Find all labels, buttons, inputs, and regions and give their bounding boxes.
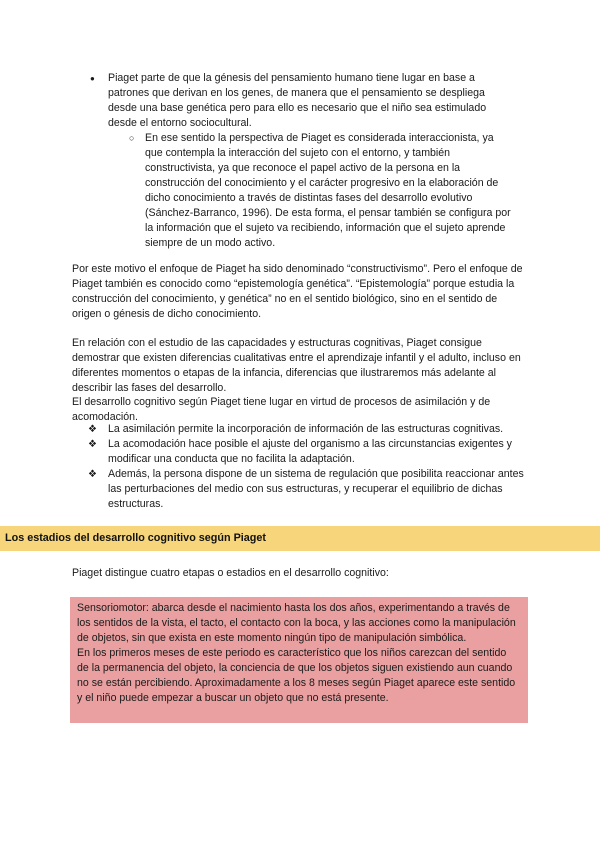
callout-paragraph-permanencia: En los primeros meses de este periodo es característico que los niños carezcan del sentido de la permanencia del objeto, la conciencia de que los objetos siguen existiendo aun cuando no se están percibiendo. Aproximadamente a los 8 meses según Piaget aparece este sentido y el niño puede empezar a buscar un objeto que no está presente.	[77, 647, 516, 704]
diamond-item-regulacion: ❖ Además, la persona dispone de un sistema de regulación que posibilita reaccionar antes las perturbaciones del medio con sus estructuras, y recuperar el equilibrio de dichas estructuras.	[88, 467, 528, 512]
stage-callout-box	[70, 597, 528, 723]
bullet-list	[90, 71, 510, 131]
callout-paragraph-sensoriomotor: Sensoriomotor: abarca desde el nacimiento hasta los dos años, experimentando a través de los sentidos de la vista, el tacto, el contacto con la boca, y las acciones como la manipulación de objetos, sin que exista en este momento ningún tipo de manipulación simbólica.	[77, 602, 516, 644]
section-header	[0, 526, 600, 551]
diamond-item-asimilacion: ❖ La asimilación permite la incorporación de información de las estructuras cognitivas.	[88, 422, 528, 437]
bullet-item: ● Piaget parte de que la génesis del pensamiento humano tiene lugar en base a patrones que derivan en los genes, de manera que el pensamiento se despliega desde una base genética pero para ello es necesario que el niño sea estimulado desde el entorno sociocultural.	[90, 71, 510, 131]
sub-bullet-list	[129, 131, 514, 251]
paragraph-constructivismo: Por este motivo el enfoque de Piaget ha sido denominado “constructivismo”. Pero el enfoque de Piaget también es conocido como “epistemología genética”. “Epistemología” porque estudia la construcción del conocimiento, y genética” no en el sentido biológico, sino en el sentido de origen o génesis de dicho conocimiento.	[72, 263, 523, 320]
diamond-item-acomodacion: ❖ La acomodación hace posible el ajuste del organismo a las circunstancias exigentes y modificar una conducta que no facilita la adaptación.	[88, 437, 528, 467]
paragraph-capacidades: En relación con el estudio de las capacidades y estructuras cognitivas, Piaget consigue demostrar que existen diferencias cualitativas entre el aprendizaje infantil y el adulto, incluso en diferentes momentos o etapas de la infancia, diferencias que ilustraremos más adelante al describir las fases del desarrollo.	[72, 337, 521, 394]
section-title: Los estadios del desarrollo cognitivo según Piaget	[5, 532, 266, 544]
diamond-list	[88, 422, 528, 512]
sub-bullet-item: ○ En ese sentido la perspectiva de Piaget es considerada interaccionista, ya que contempla la interacción del sujeto con el entorno, y también constructivista, ya que reconoce el papel activo de la persona en la construcción del conocimiento y el carácter progresivo en la elaboración de dicho conocimiento a través de distintas fases del desarrollo evolutivo (Sánchez-Barranco, 1996). De esta forma, el pensar también se configura por la información que el sujeto va recibiendo, información que el sujeto aprende siempre de un modo activo.	[129, 131, 514, 251]
paragraph-desarrollo: El desarrollo cognitivo según Piaget tiene lugar en virtud de procesos de asimilación y de acomodación.	[72, 396, 491, 423]
intro-text: Piaget distingue cuatro etapas o estadios en el desarrollo cognitivo:	[72, 567, 389, 579]
